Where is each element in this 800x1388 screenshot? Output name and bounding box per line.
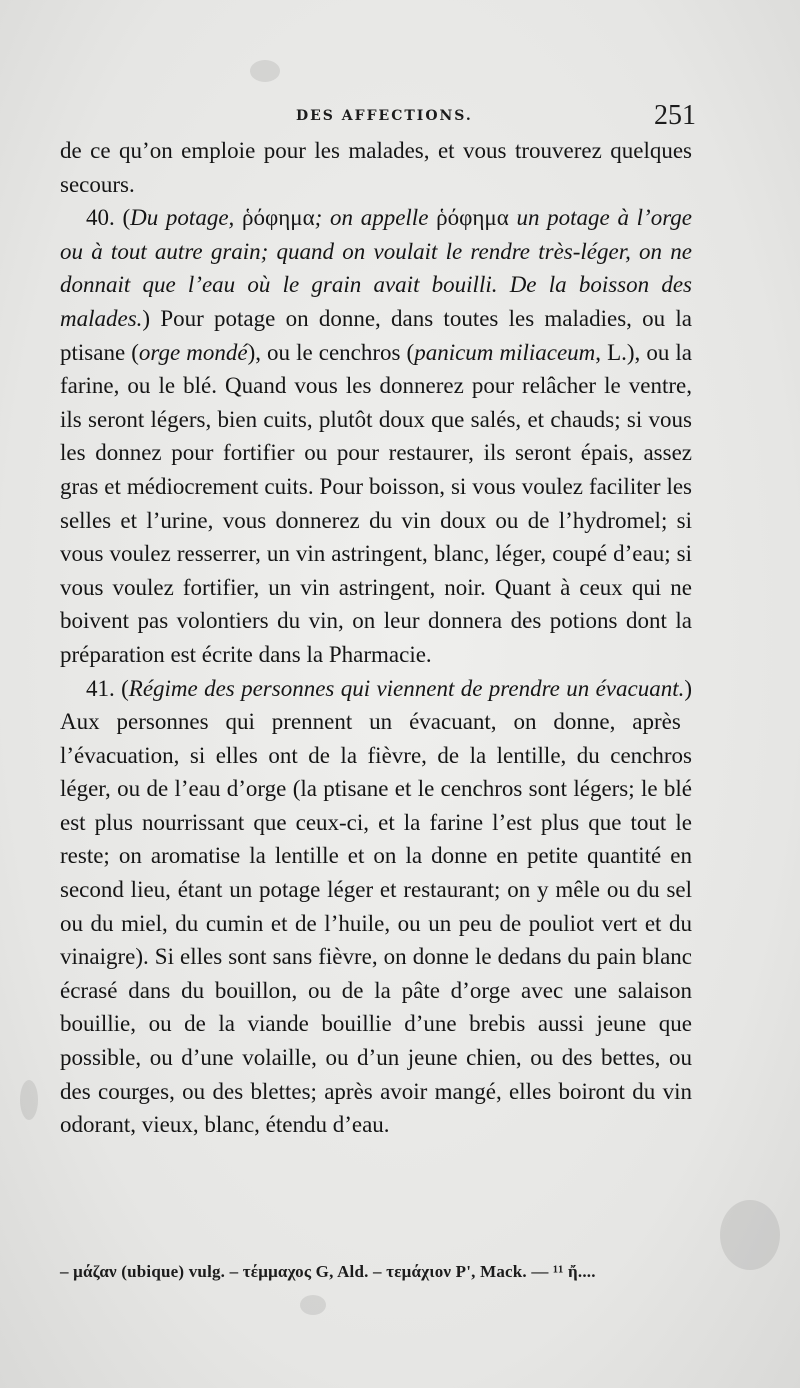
paper-stain	[720, 1200, 780, 1270]
paragraph-text: , L.), ou la farine, ou le blé. Quand vous les donnerez pour relâcher le ventre, ils seront légers, bien cuits, plutôt doux que salés, et chauds; si vous les donnez pour fortifier ou pour restaurer, ils seront épais, assez gras et médiocrement cuits. Pour boisson, si vous voulez faciliter les selles et l’urine, vous donnerez du vin doux ou de l’hydromel; si vous voulez resserrer, un vin astringent, blanc, léger, coupé d’eau; si vous voulez fortifier, un vin astringent, noir. Quant à ceux qui ne boivent pas volontiers du vin, on leur donnera des potions dont la préparation est écrite dans la Pharmacie.	[60, 339, 693, 667]
continuation-paragraph: de ce qu’on emploie pour les malades, et vous trouverez quelques secours.	[60, 138, 692, 197]
italic-note: Du potage,	[130, 205, 242, 231]
italic-note: un potage à l’orge ou à tout autre grain; quand on voulait le rendre très-léger, on ne donnait que l’eau où le grain avait bouilli. De la boisson des malades.	[60, 205, 693, 331]
footnote: – μάζαν (ubique) vulg. – τέμμαχος G, Ald. – τεμάχιον P', Mack. — ¹¹ ἤ....	[60, 1262, 596, 1281]
open-paren: (	[121, 675, 129, 701]
close-paren: )	[684, 675, 693, 701]
paragraph-text: Pour potage on donne, dans toutes les maladies, ou la ptisane (	[60, 305, 692, 365]
paper-stain	[300, 1295, 326, 1315]
greek-word: ῥόφημα	[436, 205, 509, 231]
open-paren: (	[122, 205, 131, 231]
body-text	[60, 134, 692, 1142]
paragraph-number: 41.	[86, 675, 115, 701]
italic-term: panicum miliaceum	[414, 339, 596, 365]
page-header	[60, 98, 700, 132]
paragraph-number: 40.	[86, 205, 115, 231]
paragraph-text: ), ou le cenchros (	[247, 339, 415, 365]
greek-word: ῥόφημα	[241, 205, 315, 231]
paragraph-41	[60, 672, 692, 1142]
running-title: DES AFFECTIONS.	[296, 108, 473, 124]
italic-term: orge mondé	[138, 339, 248, 365]
close-paren: )	[142, 305, 151, 331]
paper-stain	[20, 1080, 38, 1120]
italic-note: Régime des personnes qui viennent de prendre un évacuant.	[128, 675, 685, 701]
page-number: 251	[654, 100, 696, 131]
paragraph-text: Aux personnes qui prennent un évacuant, on donne, après l’évacuation, si elles ont de la fièvre, de la lentille, du cenchros léger, ou de l’eau d’orge (la ptisane et le cenchros sont légers; le blé est plus nourrissant que ceux-ci, et la farine l’est plus que tout le reste; on aromatise la lentille et on la donne en petite quantité en second lieu, étant un potage léger et restaurant; on y mêle ou du sel ou du miel, du cumin et de l’huile, ou un peu de pouliot vert et du vinaigre). Si elles sont sans fièvre, on donne le dedans du pain blanc écrasé dans du bouillon, ou de la pâte d’orge avec une salaison bouillie, ou de la viande bouillie d’une brebis aussi jeune que possible, ou d’une volaille, ou d’un jeune chien, ou des bettes, ou des courges, ou des blettes; après avoir mangé, elles boiront du vin odorant, vieux, blanc, étendu d’eau.	[60, 709, 692, 1138]
italic-note: ; on appelle	[314, 205, 437, 231]
paragraph-40	[60, 201, 692, 671]
paper-stain	[250, 60, 280, 82]
